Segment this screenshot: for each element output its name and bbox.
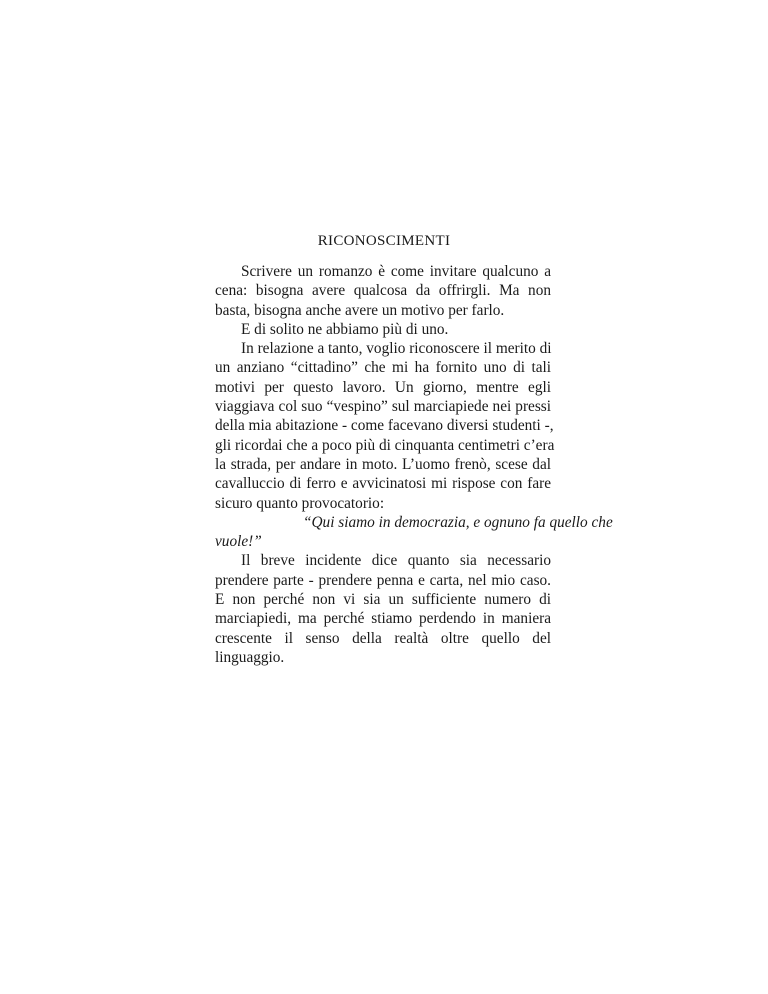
text-line: della mia abitazione - come facevano diversi studenti -, (215, 417, 554, 435)
body-text (215, 262, 613, 667)
page-title: RICONOSCIMENTI (317, 233, 451, 249)
text-line: gli ricordai che a poco più di cinquanta centimetri c’era (215, 436, 555, 454)
text-line: In relazione a tanto, voglio riconoscere il merito di (241, 340, 552, 358)
text-line: Il breve incidente dice quanto sia necessario (241, 552, 551, 570)
text-line: viaggiava col suo “vespino” sul marciapiede nei pressi (215, 398, 551, 416)
text-line: E di solito ne abbiamo più di uno. (241, 320, 449, 338)
text-line: sicuro quanto provocatorio: (215, 494, 385, 512)
quote-line: “Qui siamo in democrazia, e ognuno fa quello che (303, 513, 613, 531)
text-line: prendere parte - prendere penna e carta, nel mio caso. (215, 571, 551, 589)
text-line: linguaggio. (215, 648, 285, 666)
text-line: basta, bisogna anche avere un motivo per farlo. (215, 301, 505, 319)
text-line: motivi per questo lavoro. Un giorno, mentre egli (215, 378, 551, 396)
text-line: la strada, per andare in moto. L’uomo frenò, scese dal (215, 455, 551, 473)
text-line: cavalluccio di ferro e avvicinatosi mi rispose con fare (215, 475, 551, 493)
text-line: E non perché non vi sia un sufficiente numero di (215, 591, 551, 609)
text-line: crescente il senso della realtà oltre quello del (215, 629, 551, 647)
quote-line: vuole!” (215, 533, 262, 551)
text-line: cena: bisogna avere qualcosa da offrirgli. Ma non (215, 282, 551, 300)
text-line: marciapiedi, ma perché stiamo perdendo in maniera (215, 610, 551, 628)
text-line: un anziano “cittadino” che mi ha fornito uno di tali (215, 359, 551, 377)
text-line: Scrivere un romanzo è come invitare qualcuno a (241, 263, 551, 280)
